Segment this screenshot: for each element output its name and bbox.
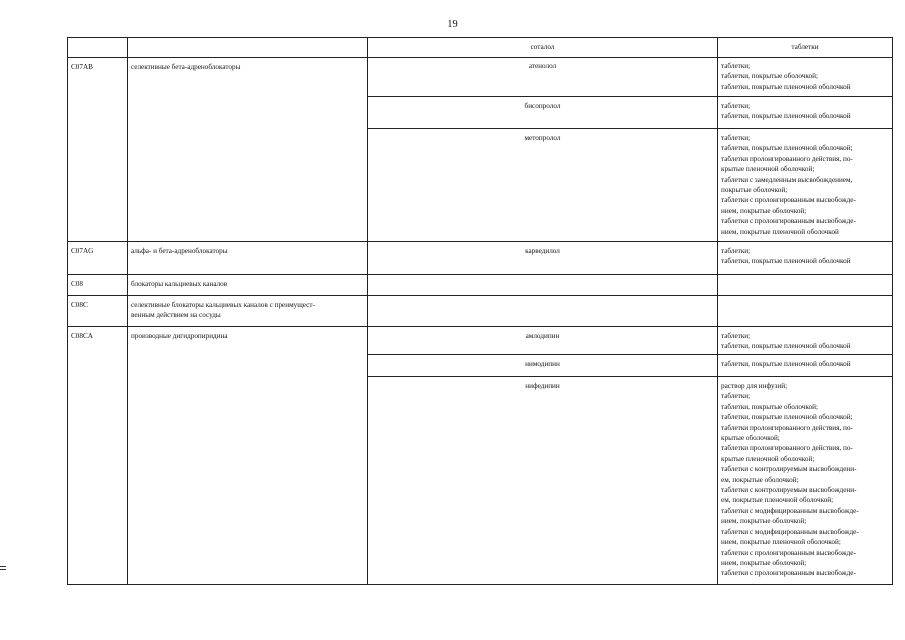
group-name-cell: альфа- и бета-адреноблокаторы [128, 242, 368, 275]
group-name-cell [128, 38, 368, 58]
dosage-form-cell [718, 275, 893, 296]
group-name-cell: производные дигидропиридина [128, 327, 368, 585]
drug-classification-table [67, 37, 893, 585]
dosage-form-cell: таблетки; таблетки, покрытые оболочкой; таблетки, покрытые пленочной оболочкой [718, 58, 893, 97]
drug-name-cell: амлодипин [368, 327, 718, 355]
atc-code-cell: C08 [68, 275, 128, 296]
atc-code-cell: C08CA [68, 327, 128, 585]
dosage-form-cell [718, 296, 893, 327]
edge-mark [0, 569, 6, 570]
group-name-cell: селективные блокаторы кальциевых каналов с преимущест- венным действием на сосуды [128, 296, 368, 327]
atc-code-cell [68, 38, 128, 58]
atc-code-cell: C07AB [68, 58, 128, 242]
drug-name-cell: бисопролол [368, 97, 718, 129]
dosage-form-cell: раствор для инфузий; таблетки; таблетки, покрытые оболочкой; таблетки, покрытые пленочной оболочкой; таблетки пролонгированного действия, по- крытые оболочкой; таблетки пролонгированного действия, по- крытые пленочной оболочкой; таблетки с контролируемым высвобождени- ем, покрытые оболочкой; таблетки с контролируемым высвобождени- ем, покрытые пленочной оболочкой; таблетки с модифицированным высвобожде- нием, покрытые оболочкой; таблетки с модифицированным высвобожде- нием, покрытые пленочной оболочкой; таблетки с пролонгированным высвобожде- нием, покрытые оболочкой; таблетки с пролонгированным высвобожде- [718, 377, 893, 585]
drug-name-cell: нифедипин [368, 377, 718, 585]
group-name-cell: селективные бета-адреноблокаторы [128, 58, 368, 242]
table-row [68, 327, 893, 355]
atc-code-cell: C07AG [68, 242, 128, 275]
drug-name-cell: карведилол [368, 242, 718, 275]
page-number: 19 [447, 19, 458, 30]
dosage-form-cell: таблетки; таблетки, покрытые пленочной оболочкой [718, 97, 893, 129]
table-row [68, 296, 893, 327]
table-row [68, 275, 893, 296]
dosage-form-cell: таблетки; таблетки, покрытые пленочной оболочкой; таблетки пролонгированного действия, по- крытые пленочной оболочкой; таблетки с замедленным высвобождением, покрытые оболочкой; таблетки с пролонгированным высвобожде- нием, покрытые оболочкой; таблетки с пролонгированным высвобожде- нием, покрытые пленочной оболочкой [718, 129, 893, 242]
table-row [68, 242, 893, 275]
drug-name-cell: соталол [368, 38, 718, 58]
drug-name-cell: атенолол [368, 58, 718, 97]
dosage-form-cell: таблетки; таблетки, покрытые пленочной оболочкой [718, 242, 893, 275]
table-row [68, 58, 893, 97]
drug-name-cell: метопролол [368, 129, 718, 242]
table-row [68, 38, 893, 58]
edge-mark [0, 566, 6, 567]
dosage-form-cell: таблетки, покрытые пленочной оболочкой [718, 355, 893, 377]
drug-name-cell [368, 296, 718, 327]
dosage-form-cell: таблетки; таблетки, покрытые пленочной оболочкой [718, 327, 893, 355]
drug-name-cell [368, 275, 718, 296]
dosage-form-cell: таблетки [718, 38, 893, 58]
atc-code-cell: C08C [68, 296, 128, 327]
group-name-cell: блокаторы кальциевых каналов [128, 275, 368, 296]
drug-name-cell: нимодипин [368, 355, 718, 377]
